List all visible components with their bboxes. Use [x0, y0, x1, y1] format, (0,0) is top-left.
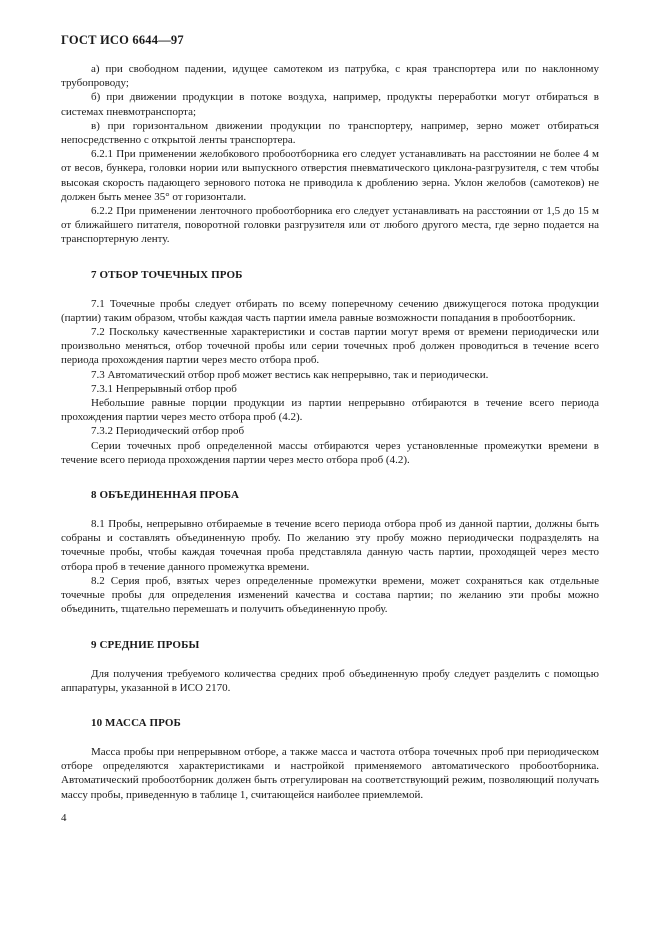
paragraph: 7.3.1 Непрерывный отбор проб	[91, 382, 237, 395]
section-heading-7: 7 ОТБОР ТОЧЕЧНЫХ ПРОБ	[91, 268, 243, 281]
paragraph: Серии точечных проб определенной массы отбираются через установленные промежутки времени в течение всего периода прохождения партии через место отбора проб (4.2).	[61, 439, 599, 466]
document-body	[61, 62, 599, 802]
paragraph: Масса пробы при непрерывном отборе, а также масса и частота отбора точечных проб при периодическом отборе определяются характеристиками и настройкой применяемого автоматического пробоотборника. Автоматический пробоотборник должен быть отрегулирован на соответствующий режим, позволяющий получать массу пробы, приведенную в таблице 1, считающейся наиболее приемлемой.	[61, 745, 599, 801]
paragraph: б) при движении продукции в потоке воздуха, например, продукты переработки могут отбираться в системах пневмотранспорта;	[61, 91, 599, 118]
paragraph: 6.2.2 При применении ленточного пробоотборника его следует устанавливать на расстоянии от 1,5 до 15 м от ближайшего питателя, поворотной головки разгрузителя или от любого другого места, где зерно подается на транспортерную ленту.	[61, 205, 599, 246]
section-heading-9: 9 СРЕДНИЕ ПРОБЫ	[91, 638, 200, 651]
paragraph: 8.1 Пробы, непрерывно отбираемые в течение всего периода отбора проб из данной партии, должны быть собраны и составлять объединенную пробу. По желанию эту пробу можно периодически подразделять на точечные пробы, чтобы каждая точечная проба представляла данную часть партии, проходящей через место отбора проб в течение данного промежутка времени.	[61, 518, 599, 573]
paragraph: а) при свободном падении, идущее самотеком из патрубка, с края транспортера или по наклонному трубопроводу;	[61, 63, 599, 90]
section-heading-10: 10 МАССА ПРОБ	[91, 716, 181, 729]
paragraph: 7.2 Поскольку качественные характеристики и состав партии могут время от времени периодически или произвольно меняться, отбор точечной пробы или серии точечных проб должен проводиться в течение всего периода прохождения партии через место отбора проб.	[61, 326, 599, 367]
paragraph: в) при горизонтальном движении продукции по транспортеру, например, зерно может отбираться непосредственно с открытой ленты транспортера.	[61, 119, 599, 147]
paragraph: 7.3 Автоматический отбор проб может вестись как непрерывно, так и периодически.	[91, 368, 489, 381]
page-number: 4	[61, 812, 67, 824]
paragraph: 6.2.1 При применении желобкового пробоотборника его следует устанавливать на расстоянии не более 4 м от весов, бункера, головки нории или выпускного отверстия пневматического циклона-разгрузителя, с тем чтобы высокая скорость падающего зернового потока не приводила к дроблению зерна. Уклон желобов (самотеков) не должен быть менее 35° от горизонтали.	[61, 148, 599, 203]
paragraph: 7.1 Точечные пробы следует отбирать по всему поперечному сечению движущегося потока продукции (партии) таким образом, чтобы каждая часть партии имела равные возможности попадания в пробоотборник.	[61, 297, 599, 324]
paragraph: 8.2 Серия проб, взятых через определенные промежутки времени, может сохраняться как отдельные точечные пробы для определения изменений качества и состава партии; по желанию эти пробы можно объединить, тщательно перемешать и получить объединенную пробу.	[61, 574, 599, 616]
paragraph: Небольшие равные порции продукции из партии непрерывно отбираются в течение всего периода прохождения партии через место отбора проб (4.2).	[61, 397, 599, 424]
paragraph: Для получения требуемого количества средних проб объединенную пробу следует разделить с помощью аппаратуры, указанной в ИСО 2170.	[61, 667, 599, 694]
document-header: ГОСТ ИСО 6644—97	[61, 33, 184, 47]
section-heading-8: 8 ОБЪЕДИНЕННАЯ ПРОБА	[91, 489, 240, 502]
paragraph: 7.3.2 Периодический отбор проб	[91, 425, 245, 438]
